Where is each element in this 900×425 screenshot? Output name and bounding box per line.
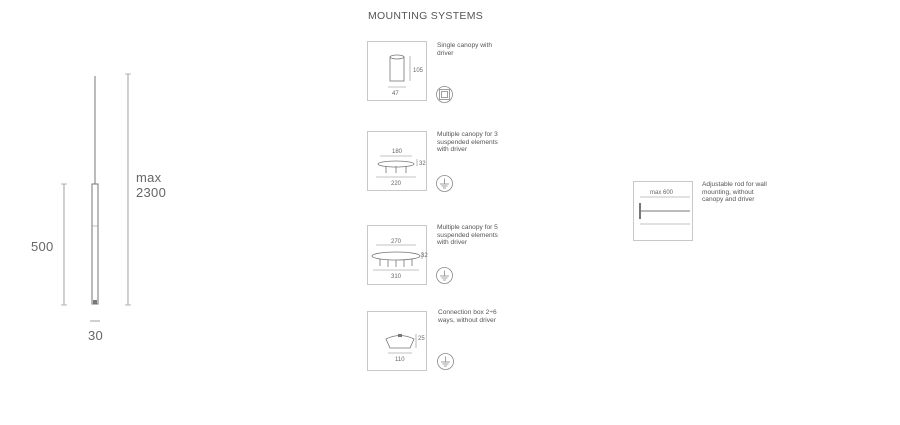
lamp-max-label: max [136, 170, 162, 185]
mounting-desc-canopy-5: Multiple canopy for 5 suspended elements with driver [437, 224, 498, 247]
lamp-drawing [0, 0, 200, 360]
mounting-tile-connection-box [367, 311, 427, 371]
dim-height: 32 [419, 161, 426, 167]
dim-height: 32 [421, 253, 428, 259]
mounting-tile-canopy-3 [367, 131, 427, 191]
lamp-max-value: 2300 [136, 185, 167, 200]
lamp-outline-diagram [0, 0, 200, 360]
section-title: MOUNTING SYSTEMS [368, 10, 484, 22]
ground-icon [436, 267, 453, 284]
mounting-desc-single-canopy: Single canopy with driver [437, 42, 492, 57]
lamp-height-label: 500 [31, 239, 54, 254]
dim-width: 220 [391, 181, 402, 187]
mounting-tile-wall-rod [633, 181, 693, 241]
dim-width: 47 [392, 91, 399, 97]
ground-icon [437, 353, 454, 370]
single-canopy-drawing [368, 42, 428, 102]
dim-height: 25 [418, 336, 425, 342]
mounting-tile-single-canopy [367, 41, 427, 101]
canopy-3-drawing [368, 132, 428, 192]
canopy-5-drawing [368, 226, 428, 286]
dim-width: 310 [391, 274, 402, 280]
dim-top: 180 [392, 149, 403, 155]
dim-height: 105 [413, 68, 424, 74]
connection-box-drawing [368, 312, 428, 372]
wall-rod-desc: Adjustable rod for wall mounting, without canopy and driver [702, 181, 767, 204]
mounting-desc-canopy-3: Multiple canopy for 3 suspended elements with driver [437, 131, 498, 154]
dim-width: 110 [395, 357, 405, 363]
dim-top: 270 [391, 239, 402, 245]
mounting-desc-connection-box: Connection box 2÷6 ways, without driver [438, 309, 497, 324]
double-insulation-icon [436, 86, 453, 103]
dim-max: max 600 [650, 190, 674, 196]
wall-rod-drawing [634, 182, 694, 242]
lamp-diameter-label: 30 [88, 328, 104, 343]
mounting-tile-canopy-5 [367, 225, 427, 285]
ground-icon [436, 175, 453, 192]
